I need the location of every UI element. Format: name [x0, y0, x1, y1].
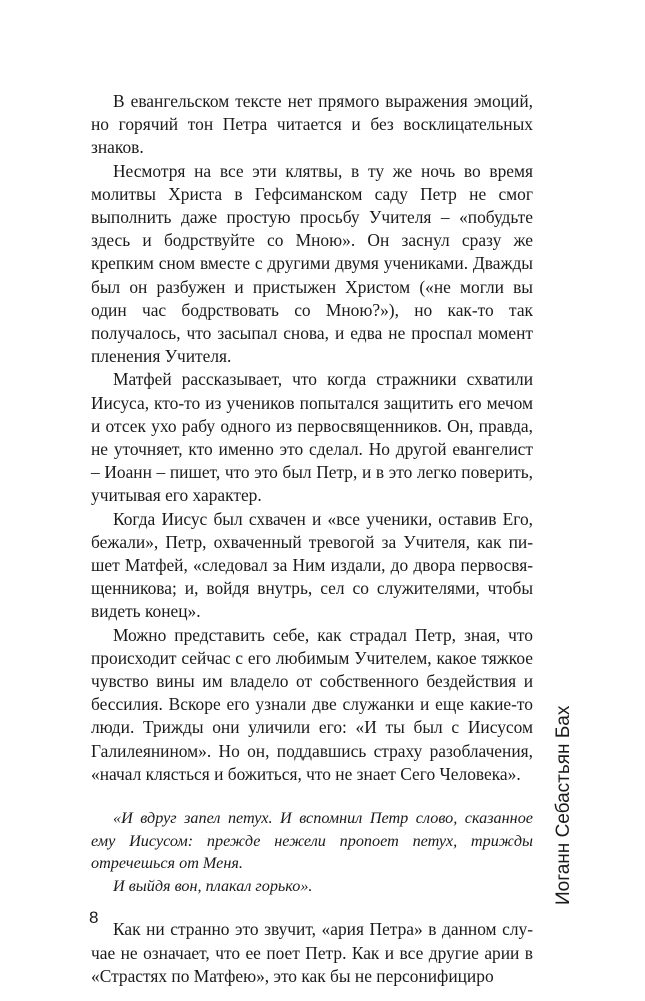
paragraph: Когда Иисус был схвачен и «все ученики, оставив Его, бежали», Петр, охваченный тревогой за Учителя, как пишет Матфей, «следовал за Ним издали, до двора первосвященникова; и, войдя внутрь, сел со служителями, чтобы видеть конец». [91, 508, 533, 622]
paragraph: В евангельском тексте нет прямого выражения эмоций, но горячий тон Петра читается и без восклицательных знаков. [91, 91, 533, 158]
scripture-quote [91, 807, 533, 897]
running-title: Иоганн Себастьян Бах [553, 705, 574, 905]
paragraph: Несмотря на все эти клятвы, в ту же ночь во время молитвы Христа в Гефсиманском саду Петр не смог выполнить даже простую просьбу Учителя – «побудьте здесь и бодрствуйте со Мною». Он заснул сразу же крепким сном вместе с другими двумя учениками. Дважды был он разбужен и пристыжен Христом («не могли вы один час бодрствовать со Мною?»), но как-то так получалось, что засыпал снова, и едва не проспал момент пленения Учителя. [91, 160, 533, 367]
paragraph: Матфей рассказывает, что когда стражники схватили Иисуса, кто-то из учеников попытался защитить его мечом и отсек ухо рабу одного из первосвященников. Он, правда, не уточняет, кто именно это сделал. Но другой евангелист – Иоанн – пишет, что это был Петр, и в это легко поверить, учитывая его характер. [91, 369, 533, 506]
quote-line: И выйдя вон, плакал горько». [113, 876, 313, 895]
body-text [91, 90, 533, 988]
paragraph: Можно представить себе, как страдал Петр, зная, что происходит сейчас с его любимым Учителем, какое тяжкое чувство вины им владело от собственного бездействия и бессилия. Вскоре его узнали две служанки и еще какие-то люди. Трижды они уличили его: «И ты был с Иисусом Галилеянином». Но он, поддавшись страху разоблачения, «начал клясться и божиться, что не знает Сего Человека». [91, 624, 533, 784]
page-number: 8 [89, 908, 99, 927]
paragraph: Как ни странно это звучит, «ария Петра» в данном случае не означает, что ее поет Петр. Как и все другие арии в «Страстях по Матфею», это как бы не персонифициро [91, 919, 533, 986]
quote-line: «И вдруг запел петух. И вспомнил Петр слово, сказанное ему Иисусом: прежде нежели пропоет петух, трижды отречешься от Меня. [91, 809, 533, 873]
